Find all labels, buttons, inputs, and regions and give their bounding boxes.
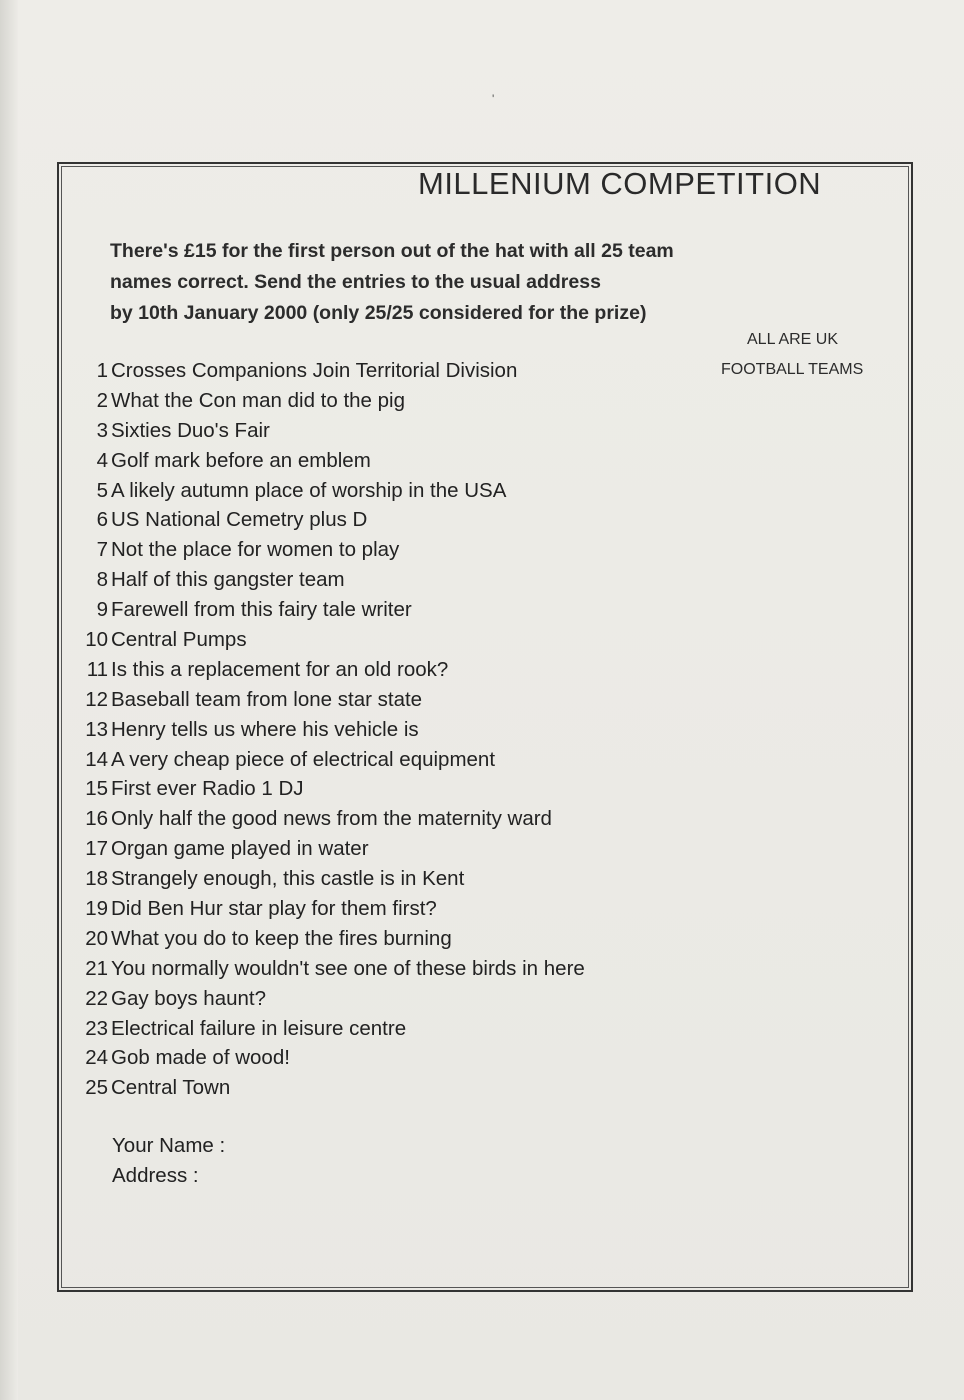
question-number: 6 [96, 508, 108, 532]
question-item [70, 356, 585, 386]
question-number: 18 [85, 867, 108, 891]
question-number: 3 [96, 418, 108, 442]
question-item [70, 954, 585, 984]
question-item [70, 715, 585, 745]
question-text: A very cheap piece of electrical equipment [111, 747, 496, 771]
question-number: 17 [85, 837, 108, 861]
question-item [70, 774, 585, 804]
question-number: 24 [85, 1046, 108, 1070]
question-item [70, 804, 585, 834]
question-item [70, 745, 585, 775]
page-edge-shadow [0, 0, 18, 1400]
question-number: 1 [96, 359, 108, 382]
question-item [70, 924, 585, 954]
intro-line: by 10th January 2000 (only 25/25 considered for the prize) [110, 302, 647, 324]
question-number: 14 [85, 747, 108, 771]
question-text: Strangely enough, this castle is in Kent [111, 867, 465, 891]
question-item [70, 476, 585, 506]
question-number: 19 [85, 897, 108, 921]
question-item [70, 505, 585, 535]
question-item [70, 446, 585, 476]
question-item [70, 535, 585, 565]
question-number: 5 [96, 478, 108, 502]
question-number: 23 [85, 1016, 108, 1040]
question-number: 15 [85, 777, 108, 801]
question-item [70, 1014, 585, 1044]
intro-text [110, 236, 870, 329]
question-item [70, 655, 585, 685]
question-text: Central Pumps [111, 628, 247, 652]
question-number: 22 [85, 986, 108, 1010]
question-number: 21 [85, 956, 108, 980]
question-text: Farewell from this fairy tale writer [111, 598, 412, 622]
your-name-label: Your Name : [112, 1134, 226, 1157]
question-number: 4 [96, 448, 108, 472]
question-number: 11 [86, 657, 108, 681]
question-item [70, 595, 585, 625]
question-item [70, 416, 585, 446]
question-item [70, 685, 585, 715]
question-text: What you do to keep the fires burning [111, 926, 452, 950]
question-text: A likely autumn place of worship in the USA [111, 478, 507, 502]
question-text: What the Con man did to the pig [111, 388, 406, 412]
question-number: 20 [85, 926, 108, 950]
intro-line: names correct. Send the entries to the usual address [110, 271, 601, 293]
question-item [70, 984, 585, 1014]
question-number: 25 [85, 1076, 108, 1100]
question-text: Not the place for women to play [111, 538, 400, 562]
stray-mark: ' [492, 92, 495, 106]
question-number: 16 [85, 807, 108, 831]
question-number: 12 [85, 687, 108, 711]
question-number: 2 [96, 388, 108, 412]
question-number: 7 [96, 538, 108, 562]
question-item [70, 625, 585, 655]
question-number: 9 [96, 598, 108, 622]
question-text: US National Cemetry plus D [111, 508, 368, 532]
question-number: 10 [85, 628, 108, 652]
question-item [70, 386, 585, 416]
note-football-teams: FOOTBALL TEAMS [721, 361, 864, 378]
question-text: Baseball team from lone star state [111, 687, 423, 711]
question-text: Is this a replacement for an old rook? [111, 657, 449, 681]
question-item [70, 864, 585, 894]
question-number: 8 [96, 568, 108, 592]
question-text: Gay boys haunt? [111, 986, 266, 1010]
question-text: Organ game played in water [111, 837, 369, 861]
note-all-uk: ALL ARE UK [747, 331, 839, 348]
question-text: Central Town [111, 1076, 231, 1100]
question-text: Did Ben Hur star play for them first? [111, 897, 437, 921]
question-text: Half of this gangster team [111, 568, 345, 592]
question-item [70, 894, 585, 924]
page-title: MILLENIUM COMPETITION [418, 166, 822, 201]
question-text: Crosses Companions Join Territorial Division [111, 359, 518, 382]
question-item [70, 834, 585, 864]
question-list [70, 356, 585, 1103]
question-item [70, 565, 585, 595]
question-number: 13 [85, 717, 108, 741]
question-text: Gob made of wood! [111, 1046, 290, 1070]
question-text: Golf mark before an emblem [111, 448, 371, 472]
question-text: Sixties Duo's Fair [111, 418, 270, 442]
intro-line: There's £15 for the first person out of the hat with all 25 team [110, 240, 674, 262]
address-label: Address : [112, 1164, 199, 1187]
question-item [70, 1073, 585, 1103]
question-text: Only half the good news from the maternity ward [111, 807, 552, 831]
question-text: Henry tells us where his vehicle is [111, 717, 419, 741]
question-text: You normally wouldn't see one of these birds in here [111, 956, 585, 980]
question-item [70, 1043, 585, 1073]
question-text: Electrical failure in leisure centre [111, 1016, 407, 1040]
question-text: First ever Radio 1 DJ [111, 777, 304, 801]
